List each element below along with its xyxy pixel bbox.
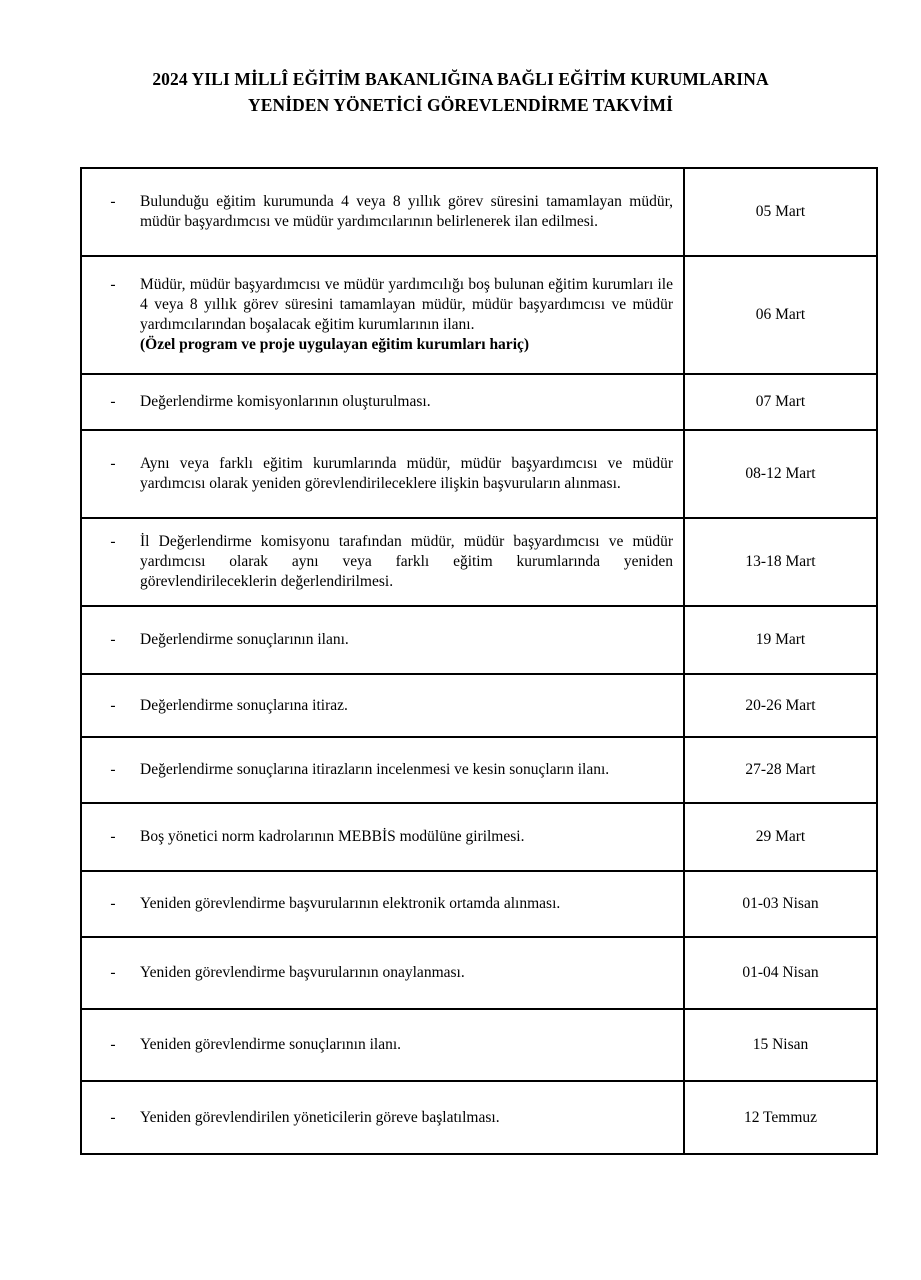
- dash-bullet: -: [110, 393, 116, 410]
- schedule-item-text-block: [140, 454, 677, 494]
- schedule-item: [82, 1035, 677, 1055]
- schedule-description-cell: [81, 871, 684, 937]
- schedule-date: 12 Temmuz: [684, 1081, 877, 1154]
- schedule-row: [81, 256, 877, 374]
- schedule-item-text-block: [140, 827, 677, 847]
- schedule-description-cell: [81, 606, 684, 674]
- dash-bullet: -: [110, 1108, 116, 1126]
- schedule-date: 07 Mart: [684, 374, 877, 430]
- dash-bullet: -: [110, 828, 116, 845]
- schedule-item-text: Değerlendirme sonuçlarına itiraz.: [140, 696, 348, 714]
- schedule-table: [80, 167, 878, 1155]
- dash-bullet: -: [110, 761, 116, 778]
- schedule-row: [81, 674, 877, 737]
- dash-bullet: -: [110, 533, 116, 550]
- schedule-item: [82, 1108, 677, 1128]
- dash-bullet: -: [110, 1036, 116, 1053]
- dash-bullet: -: [110, 696, 116, 714]
- schedule-date: 29 Mart: [684, 803, 877, 871]
- schedule-item-text-block: [140, 963, 677, 983]
- schedule-row: [81, 606, 877, 674]
- schedule-item-text-block: [140, 1035, 677, 1055]
- schedule-description-cell: [81, 803, 684, 871]
- schedule-item-text-block: [140, 630, 677, 650]
- dash-bullet: -: [110, 631, 116, 648]
- schedule-item-text-block: [140, 392, 677, 412]
- document-title: [0, 66, 921, 118]
- dash-bullet: -: [110, 193, 116, 210]
- schedule-description-cell: [81, 937, 684, 1009]
- schedule-row: [81, 871, 877, 937]
- schedule-item: [82, 630, 677, 650]
- schedule-row: [81, 168, 877, 256]
- schedule-item-text: Değerlendirme komisyonlarının oluşturulması.: [140, 393, 431, 410]
- schedule-date: 19 Mart: [684, 606, 877, 674]
- schedule-date: 01-03 Nisan: [684, 871, 877, 937]
- schedule-item: [82, 532, 677, 592]
- schedule-item-text: Yeniden görevlendirme başvurularının elektronik ortamda alınması.: [140, 895, 561, 912]
- schedule-item-text: Bulunduğu eğitim kurumunda 4 veya 8 yıllık görev süresini tamamlayan müdür, müdür başyardımcısı ve müdür yardımcılarının belirlenerek ilan edilmesi.: [140, 193, 673, 230]
- schedule-row: [81, 1009, 877, 1081]
- schedule-description-cell: [81, 1081, 684, 1154]
- schedule-item: [82, 827, 677, 847]
- schedule-description-cell: [81, 518, 684, 606]
- schedule-item-text: Yeniden görevlendirilen yöneticilerin göreve başlatılması.: [140, 1108, 500, 1126]
- schedule-date: 27-28 Mart: [684, 737, 877, 803]
- schedule-description-cell: [81, 674, 684, 737]
- schedule-item-note: (Özel program ve proje uygulayan eğitim kurumları hariç): [140, 336, 530, 353]
- schedule-row: [81, 803, 877, 871]
- schedule-item-text: Yeniden görevlendirme başvurularının onaylanması.: [140, 964, 465, 981]
- schedule-item-text-block: [140, 1108, 677, 1128]
- schedule-item-text: Değerlendirme sonuçlarına itirazların incelenmesi ve kesin sonuçların ilanı.: [140, 761, 610, 778]
- schedule-item: [82, 454, 677, 494]
- schedule-description-cell: [81, 374, 684, 430]
- schedule-date: 15 Nisan: [684, 1009, 877, 1081]
- schedule-item-text-block: [140, 696, 677, 716]
- schedule-item-text: İl Değerlendirme komisyonu tarafından müdür, müdür başyardımcısı ve müdür yardımcısı olarak aynı veya farklı eğitim kurumlarında yeniden görevlendirileceklerin değerlendirilmesi.: [140, 533, 673, 590]
- schedule-date: 08-12 Mart: [684, 430, 877, 518]
- schedule-row: [81, 430, 877, 518]
- schedule-date: 13-18 Mart: [684, 518, 877, 606]
- schedule-item-text-block: [140, 275, 677, 355]
- schedule-description-cell: [81, 256, 684, 374]
- schedule-item: [82, 894, 677, 914]
- schedule-item: [82, 192, 677, 232]
- schedule-item: [82, 392, 677, 412]
- schedule-item-text: Yeniden görevlendirme sonuçlarının ilanı.: [140, 1036, 402, 1053]
- schedule-item: [82, 963, 677, 983]
- schedule-item-text-block: [140, 760, 677, 780]
- dash-bullet: -: [110, 276, 116, 293]
- schedule-description-cell: [81, 1009, 684, 1081]
- title-line-2: YENİDEN YÖNETİCİ GÖREVLENDİRME TAKVİMİ: [248, 95, 673, 115]
- schedule-item: [82, 275, 677, 355]
- schedule-date: 20-26 Mart: [684, 674, 877, 737]
- schedule-description-cell: [81, 737, 684, 803]
- schedule-description-cell: [81, 168, 684, 256]
- schedule-date: 01-04 Nisan: [684, 937, 877, 1009]
- schedule-item: [82, 696, 677, 716]
- title-line-1: 2024 YILI MİLLÎ EĞİTİM BAKANLIĞINA BAĞLI EĞİTİM KURUMLARINA: [152, 69, 769, 89]
- schedule-item-text-block: [140, 532, 677, 592]
- schedule-date: 06 Mart: [684, 256, 877, 374]
- dash-bullet: -: [110, 964, 116, 981]
- schedule-row: [81, 1081, 877, 1154]
- schedule-item-text: Değerlendirme sonuçlarının ilanı.: [140, 631, 349, 648]
- schedule-item-text-block: [140, 894, 677, 914]
- schedule-row: [81, 737, 877, 803]
- schedule-item-text: Boş yönetici norm kadrolarının MEBBİS modülüne girilmesi.: [140, 828, 525, 845]
- schedule-row: [81, 374, 877, 430]
- schedule-table-body: [81, 168, 877, 1154]
- schedule-item-text: Müdür, müdür başyardımcısı ve müdür yardımcılığı boş bulunan eğitim kurumları ile 4 veya 8 yıllık görev süresini tamamlayan müdür, müdür başyardımcısı ve müdür yardımcılarından boşalacak eğitim kurumlarının ilanı.: [140, 276, 673, 333]
- schedule-date: 05 Mart: [684, 168, 877, 256]
- schedule-row: [81, 937, 877, 1009]
- schedule-description-cell: [81, 430, 684, 518]
- schedule-item-text: Aynı veya farklı eğitim kurumlarında müdür, müdür başyardımcısı ve müdür yardımcısı olarak yeniden görevlendirileceklere ilişkin başvuruların alınması.: [140, 455, 673, 492]
- dash-bullet: -: [110, 455, 116, 472]
- dash-bullet: -: [110, 895, 116, 912]
- schedule-item-text-block: [140, 192, 677, 232]
- schedule-item: [82, 760, 677, 780]
- schedule-row: [81, 518, 877, 606]
